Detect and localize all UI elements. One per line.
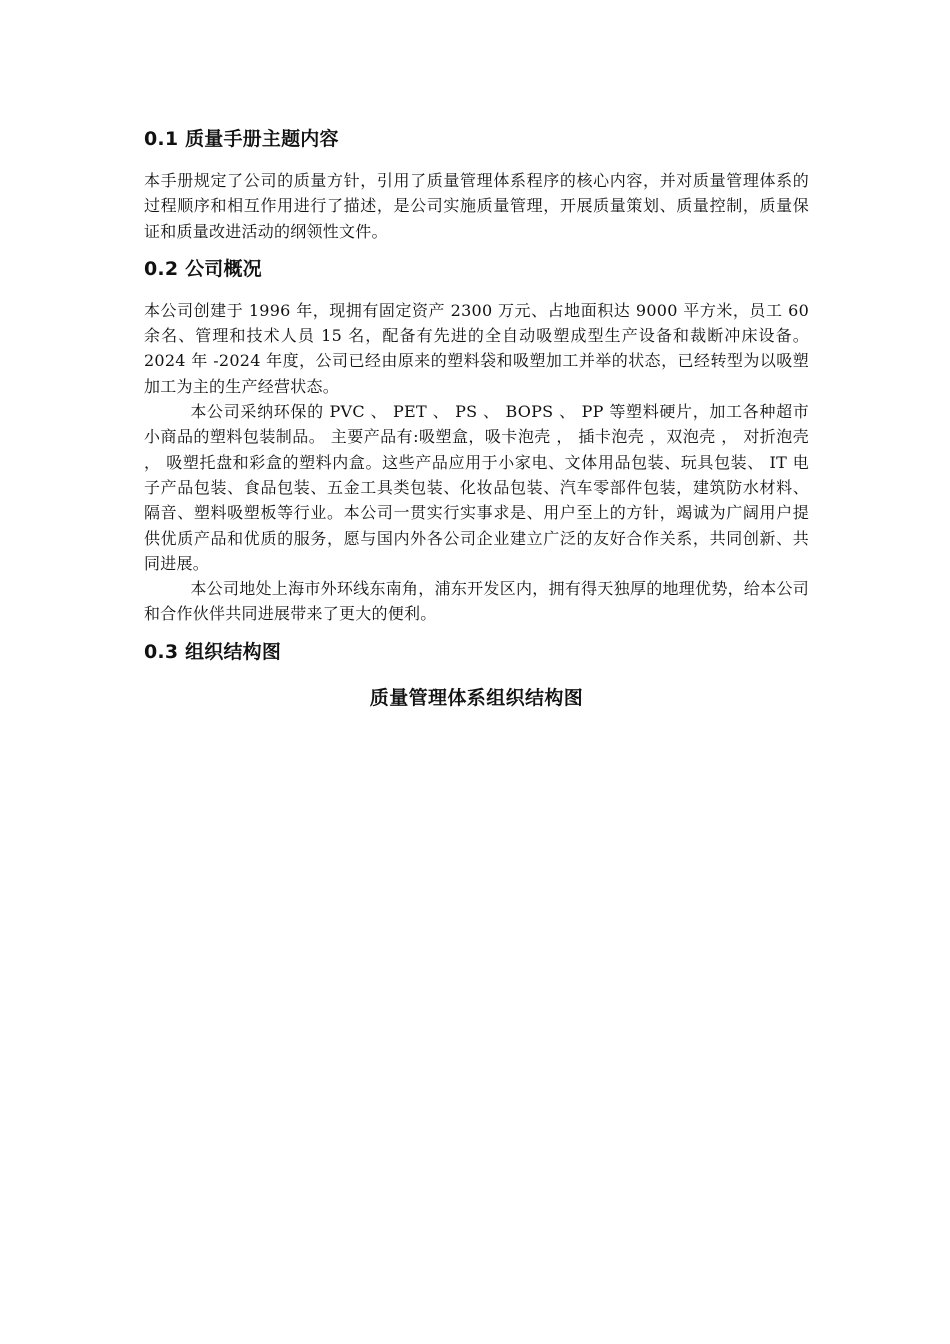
company-overview-paragraph-history: 本公司创建于 1996 年，现拥有固定资产 2300 万元、占地面积达 9000 平方米，员工 60 余名、管理和技术人员 15 名，配备有先进的全自动吸塑成型生产设备和裁断冲床设备。 2024 年 -2024 年度，公司已经由原来的塑料袋和吸塑加工并举的状态，已经转型为以吸塑加工为主的生产经营状态。 [144,300,809,396]
section-heading-organization-chart: 0.3 组织结构图 [144,640,282,663]
section-heading-quality-manual-content: 0.1 质量手册主题内容 [144,128,339,150]
section-paragraph-manual-scope: 本手册规定了公司的质量方针，引用了质量管理体系程序的核心内容，并对质量管理体系的过程顺序和相互作用进行了描述，是公司实施质量管理，开展质量策划、质量控制，质量保证和质量改进活动的纲领性文件。 [144,171,809,241]
company-overview-paragraph-products: 本公司采纳环保的 PVC 、 PET 、 PS 、 BOPS 、 PP 等塑料硬片，加工各种超市小商品的塑料包装制品。 主要产品有:吸塑盒，吸卡泡壳 ， 插卡泡壳 ，双泡壳 ， 对折泡壳 ， 吸塑托盘和彩盒的塑料内盒。这些产品应用于小家电、文体用品包装、玩具包装、 IT 电子产品包装、食品包装、五金工具类包装、化妆品包装、汽车零部件包装，建筑防水材料、隔音、塑料吸塑板等行业。本公司一贯实行实事求是、用户至上的方针，竭诚为广阔用户提供优质产品和优质的服务，愿与国内外各公司企业建立广泛的友好合作关系，共同创新、共同进展。 [144,402,809,573]
company-overview-paragraph-location: 本公司地处上海市外环线东南角，浦东开发区内，拥有得天独厚的地理优势，给本公司和合作伙伴共同进展带来了更大的便利。 [144,579,809,624]
section-heading-company-overview: 0.2 公司概况 [144,257,262,280]
organization-chart-title: 质量管理体系组织结构图 [369,686,584,709]
document-content [144,124,809,713]
